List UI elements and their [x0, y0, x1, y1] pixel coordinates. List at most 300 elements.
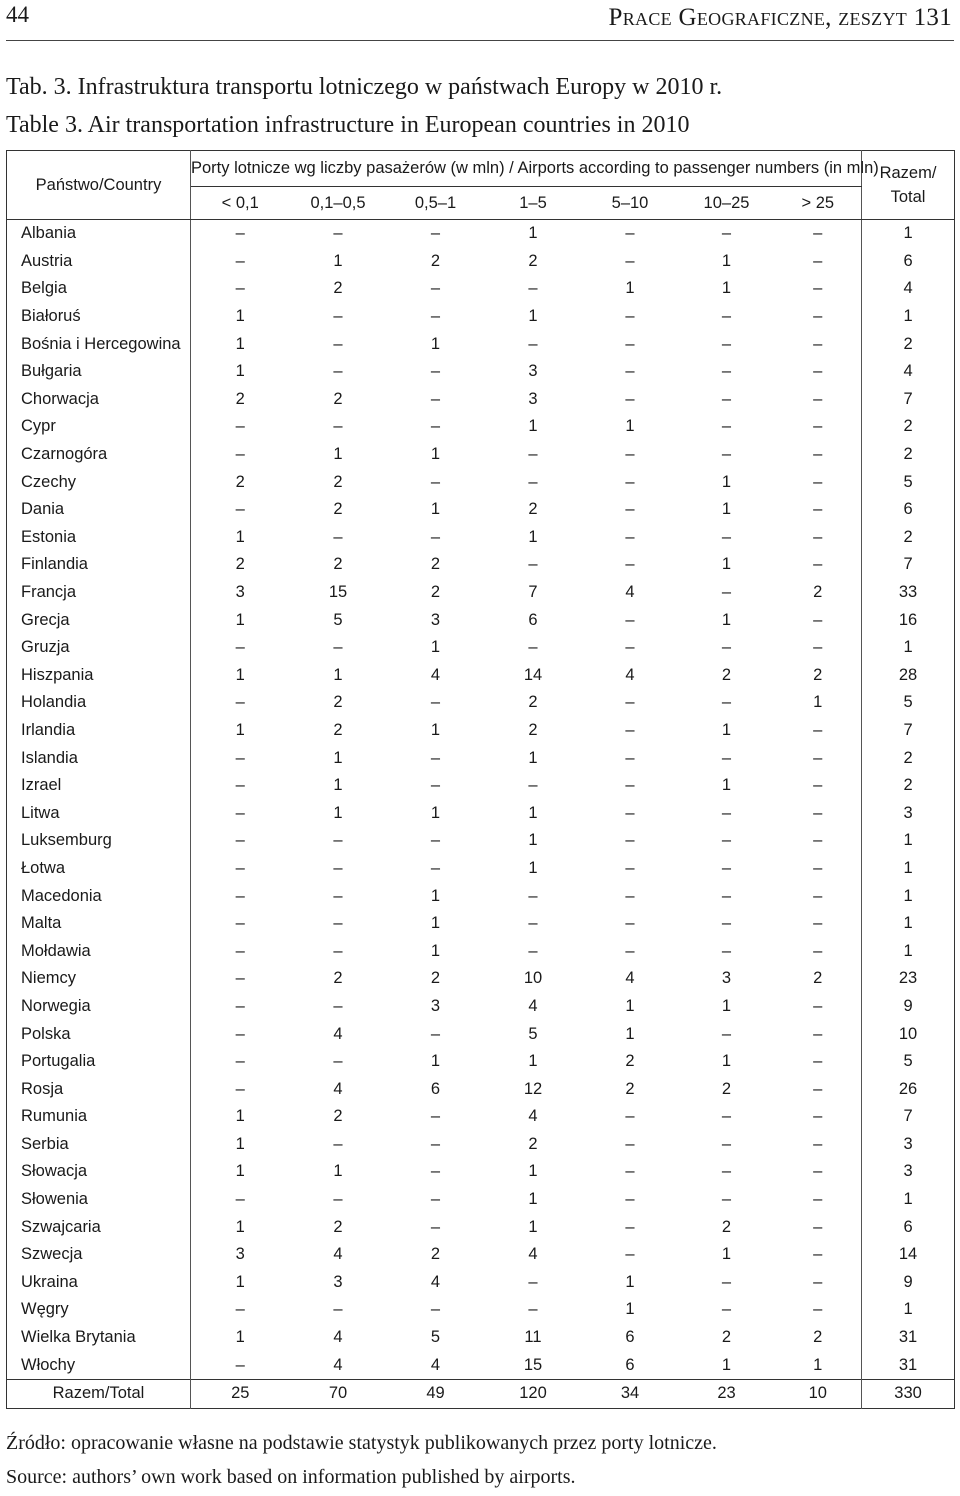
airport-count-cell: 1 [721, 1245, 732, 1264]
airport-count-cell: – [813, 858, 823, 877]
airport-count-cell: – [813, 279, 823, 298]
source-note-polish: Źródło: opracowanie własne na podstawie statystyk publikowanych przez porty lotnicze. [6, 1432, 717, 1454]
table-row [7, 993, 955, 1021]
country-total-cell: 1 [862, 220, 955, 248]
airport-count-cell: 4 [625, 665, 635, 684]
airport-count-cell: 1 [333, 251, 343, 270]
country-total-cell: 2 [862, 744, 955, 772]
airport-count-cell: 4 [430, 1355, 441, 1374]
airport-count-cell: – [813, 1052, 823, 1071]
airport-count-cell: – [430, 472, 441, 491]
airport-count-cell: – [430, 389, 441, 408]
country-total-cell: 5 [862, 689, 955, 717]
airport-count-cell: 3 [333, 1272, 343, 1291]
country-total-cell: 2 [862, 524, 955, 552]
airport-count-cell: – [235, 1300, 245, 1319]
passenger-range-header: 1–5 [485, 187, 582, 220]
table-row [7, 275, 955, 303]
table-row [7, 965, 955, 993]
airport-count-cell: 2 [333, 555, 343, 574]
airport-count-cell: – [721, 831, 732, 850]
airport-count-cell: – [333, 886, 343, 905]
country-name: Luksemburg [7, 827, 191, 855]
airport-count-cell: 2 [235, 389, 245, 408]
total-cell: 34 [582, 1379, 679, 1408]
airport-count-cell: 2 [528, 720, 538, 739]
airport-count-cell: – [430, 858, 441, 877]
airport-count-cell: 1 [235, 527, 245, 546]
airport-count-cell: – [625, 334, 635, 353]
country-name: Słowacja [7, 1158, 191, 1186]
total-cell: 70 [290, 1379, 387, 1408]
country-name: Irlandia [7, 717, 191, 745]
airport-count-cell: 1 [721, 251, 732, 270]
airport-count-cell: – [721, 693, 732, 712]
airport-count-cell: 1 [430, 500, 441, 519]
airport-count-cell: 1 [528, 1217, 538, 1236]
table-row [7, 799, 955, 827]
country-total-cell: 7 [862, 386, 955, 414]
airport-count-cell: – [235, 914, 245, 933]
airport-count-cell: 1 [333, 1162, 343, 1181]
airport-count-cell: 4 [528, 1107, 538, 1126]
total-cell: 23 [679, 1379, 775, 1408]
airport-count-cell: 4 [625, 969, 635, 988]
country-total-cell: 4 [862, 358, 955, 386]
airport-count-cell: – [813, 1217, 823, 1236]
airport-count-cell: – [625, 224, 635, 243]
country-name: Macedonia [7, 882, 191, 910]
airport-count-cell: – [333, 1190, 343, 1209]
airport-count-cell: 1 [721, 1052, 732, 1071]
airport-count-cell: 6 [625, 1328, 635, 1347]
table-body [7, 220, 955, 1380]
airport-count-cell: 2 [813, 1328, 823, 1347]
table-row [7, 551, 955, 579]
country-total-cell: 1 [862, 855, 955, 883]
airport-count-cell: – [430, 279, 441, 298]
table-row [7, 1158, 955, 1186]
airport-count-cell: – [721, 417, 732, 436]
airport-count-cell: – [235, 500, 245, 519]
airport-count-cell: – [333, 417, 343, 436]
airport-count-cell: – [235, 251, 245, 270]
airport-count-cell: – [235, 1355, 245, 1374]
airport-count-cell: – [430, 417, 441, 436]
passenger-range-header: > 25 [775, 187, 862, 220]
airport-count-cell: – [430, 1107, 441, 1126]
airport-count-cell: 2 [235, 555, 245, 574]
airport-count-cell: – [813, 555, 823, 574]
country-name: Mołdawia [7, 937, 191, 965]
airport-count-cell: 2 [430, 969, 441, 988]
airport-count-cell: – [625, 858, 635, 877]
airport-count-cell: – [333, 224, 343, 243]
country-name: Finlandia [7, 551, 191, 579]
airport-count-cell: – [333, 334, 343, 353]
table-row [7, 524, 955, 552]
airport-count-cell: – [625, 1107, 635, 1126]
airport-count-cell: – [625, 748, 635, 767]
table-row [7, 1075, 955, 1103]
country-name: Bośnia i Hercegowina [7, 330, 191, 358]
airport-count-cell: – [528, 638, 538, 657]
airport-count-cell: 2 [333, 693, 343, 712]
airport-count-cell: 4 [625, 583, 635, 602]
airport-count-cell: – [721, 389, 732, 408]
country-name: Islandia [7, 744, 191, 772]
airport-count-cell: – [430, 527, 441, 546]
country-name: Litwa [7, 799, 191, 827]
airport-count-cell: – [528, 334, 538, 353]
country-name: Holandia [7, 689, 191, 717]
airport-count-cell: – [333, 941, 343, 960]
country-name: Łotwa [7, 855, 191, 883]
country-name: Wielka Brytania [7, 1324, 191, 1352]
airport-count-cell: – [625, 693, 635, 712]
airport-count-cell: – [528, 886, 538, 905]
airport-count-cell: 1 [528, 1190, 538, 1209]
airport-count-cell: – [721, 1107, 732, 1126]
airport-count-cell: – [235, 1079, 245, 1098]
airport-count-cell: – [625, 720, 635, 739]
airport-count-cell: – [721, 307, 732, 326]
airport-count-cell: – [813, 638, 823, 657]
country-total-cell: 5 [862, 1048, 955, 1076]
table-row [7, 1241, 955, 1269]
passenger-range-header: 0,5–1 [387, 187, 485, 220]
airport-count-cell: 2 [528, 693, 538, 712]
table-caption-polish: Tab. 3. Infrastruktura transportu lotniczego w państwach Europy w 2010 r. [6, 74, 723, 100]
airport-count-cell: 2 [430, 251, 441, 270]
airport-count-cell: 2 [813, 665, 823, 684]
table-row [7, 937, 955, 965]
airport-count-cell: – [625, 886, 635, 905]
airport-count-cell: – [625, 307, 635, 326]
airport-count-cell: 4 [333, 1024, 343, 1043]
airport-count-cell: – [333, 831, 343, 850]
airport-count-cell: 2 [625, 1079, 635, 1098]
airport-count-cell: 1 [333, 776, 343, 795]
table-row [7, 496, 955, 524]
airport-count-cell: – [235, 224, 245, 243]
airport-count-cell: 3 [235, 1245, 245, 1264]
airport-count-cell: – [430, 1190, 441, 1209]
airport-count-cell: – [721, 638, 732, 657]
airport-count-cell: 1 [235, 1272, 245, 1291]
table-row [7, 358, 955, 386]
airport-count-cell: – [235, 831, 245, 850]
airport-count-cell: 4 [528, 996, 538, 1015]
airport-count-cell: 2 [333, 472, 343, 491]
airport-count-cell: 1 [625, 996, 635, 1015]
airport-count-cell: – [625, 941, 635, 960]
table-row [7, 882, 955, 910]
airport-count-cell: – [813, 224, 823, 243]
country-name: Portugalia [7, 1048, 191, 1076]
airport-count-cell: 2 [430, 583, 441, 602]
airport-count-cell: 1 [721, 996, 732, 1015]
airport-count-cell: – [721, 858, 732, 877]
airport-count-cell: – [813, 748, 823, 767]
airport-infrastructure-table [6, 150, 955, 1409]
airport-count-cell: – [333, 914, 343, 933]
table-row [7, 413, 955, 441]
table-caption-english: Table 3. Air transportation infrastructure in European countries in 2010 [6, 112, 690, 138]
airport-count-cell: – [430, 224, 441, 243]
airport-count-cell: 1 [430, 941, 441, 960]
airport-count-cell: 2 [333, 1217, 343, 1236]
airport-count-cell: 1 [430, 445, 441, 464]
total-row-label: Razem/Total [7, 1379, 191, 1408]
country-total-cell: 2 [862, 330, 955, 358]
country-name: Rosja [7, 1075, 191, 1103]
airport-count-cell: – [625, 831, 635, 850]
airport-count-cell: – [721, 941, 732, 960]
total-cell: 10 [775, 1379, 862, 1408]
airport-count-cell: – [813, 500, 823, 519]
country-name: Chorwacja [7, 386, 191, 414]
airport-count-cell: 1 [721, 472, 732, 491]
airport-count-cell: – [528, 1300, 538, 1319]
airport-count-cell: – [625, 1134, 635, 1153]
airport-count-cell: – [813, 362, 823, 381]
airport-count-cell: – [625, 251, 635, 270]
airport-count-cell: 2 [235, 472, 245, 491]
airport-count-cell: 1 [235, 665, 245, 684]
airport-count-cell: – [813, 307, 823, 326]
country-total-cell: 16 [862, 606, 955, 634]
country-total-cell: 3 [862, 799, 955, 827]
airport-count-cell: – [333, 307, 343, 326]
page-number: 44 [6, 2, 29, 27]
airport-count-cell: 1 [721, 720, 732, 739]
airport-count-cell: 1 [333, 665, 343, 684]
airport-count-cell: – [430, 693, 441, 712]
country-total-cell: 2 [862, 441, 955, 469]
airport-count-cell: 4 [333, 1328, 343, 1347]
airport-count-cell: – [721, 1134, 732, 1153]
country-total-cell: 26 [862, 1075, 955, 1103]
country-name: Izrael [7, 772, 191, 800]
airport-count-cell: – [813, 914, 823, 933]
country-name: Ukraina [7, 1269, 191, 1297]
country-total-cell: 1 [862, 303, 955, 331]
airport-count-cell: 1 [813, 693, 823, 712]
airport-count-cell: 1 [235, 1134, 245, 1153]
airport-count-cell: 1 [528, 831, 538, 850]
country-name: Austria [7, 248, 191, 276]
airport-count-cell: 1 [528, 803, 538, 822]
airport-count-cell: 2 [333, 279, 343, 298]
country-total-cell: 28 [862, 662, 955, 690]
airport-count-cell: 1 [235, 1107, 245, 1126]
airport-count-cell: – [813, 996, 823, 1015]
airport-count-cell: 4 [333, 1079, 343, 1098]
airport-count-cell: – [430, 1134, 441, 1153]
airport-count-cell: 7 [528, 583, 538, 602]
country-total-cell: 10 [862, 1020, 955, 1048]
airport-count-cell: 1 [430, 1052, 441, 1071]
airport-count-cell: 1 [721, 610, 732, 629]
airport-count-cell: – [813, 1190, 823, 1209]
country-name: Cypr [7, 413, 191, 441]
airport-count-cell: 3 [430, 996, 441, 1015]
airport-count-cell: 1 [333, 748, 343, 767]
country-total-cell: 7 [862, 1103, 955, 1131]
airport-count-cell: – [235, 1024, 245, 1043]
country-name: Węgry [7, 1296, 191, 1324]
airport-count-cell: – [235, 886, 245, 905]
airport-count-cell: – [813, 886, 823, 905]
airport-count-cell: – [625, 610, 635, 629]
table-row [7, 1324, 955, 1352]
country-name: Hiszpania [7, 662, 191, 690]
table-row [7, 744, 955, 772]
airport-count-cell: – [528, 472, 538, 491]
table-row [7, 220, 955, 248]
airport-count-cell: 6 [528, 610, 538, 629]
airport-count-cell: – [333, 1052, 343, 1071]
source-note-english: Source: authors’ own work based on information published by airports. [6, 1466, 576, 1488]
table-row [7, 662, 955, 690]
airport-count-cell: – [528, 279, 538, 298]
country-total-cell: 1 [862, 827, 955, 855]
passenger-range-header: 0,1–0,5 [290, 187, 387, 220]
airport-count-cell: – [721, 803, 732, 822]
airport-count-cell: – [721, 1162, 732, 1181]
airport-count-cell: – [813, 251, 823, 270]
country-name: Dania [7, 496, 191, 524]
airport-count-cell: 1 [721, 1355, 732, 1374]
airport-count-cell: – [813, 1024, 823, 1043]
header-rule [6, 40, 954, 41]
airport-count-cell: 1 [625, 279, 635, 298]
airport-count-cell: – [333, 638, 343, 657]
country-total-cell: 3 [862, 1131, 955, 1159]
airport-count-cell: 2 [721, 665, 732, 684]
country-name: Albania [7, 220, 191, 248]
passenger-range-header: 5–10 [582, 187, 679, 220]
airport-count-cell: – [813, 610, 823, 629]
airport-count-cell: – [528, 941, 538, 960]
airport-count-cell: 2 [813, 969, 823, 988]
airport-count-cell: – [721, 1024, 732, 1043]
country-total-cell: 2 [862, 772, 955, 800]
airport-count-cell: 1 [625, 1272, 635, 1291]
airport-count-cell: – [430, 831, 441, 850]
airport-count-cell: – [625, 803, 635, 822]
airport-count-cell: 1 [528, 527, 538, 546]
airport-count-cell: – [625, 638, 635, 657]
airport-count-cell: – [625, 914, 635, 933]
airport-count-cell: – [813, 720, 823, 739]
airport-count-cell: – [333, 858, 343, 877]
airport-count-cell: – [721, 362, 732, 381]
airport-count-cell: 4 [430, 1272, 441, 1291]
table-row [7, 1351, 955, 1379]
country-name: Polska [7, 1020, 191, 1048]
airport-count-cell: – [721, 445, 732, 464]
airport-count-cell: – [235, 1190, 245, 1209]
airport-count-cell: 1 [235, 1328, 245, 1347]
airport-count-cell: – [235, 996, 245, 1015]
country-total-cell: 1 [862, 1186, 955, 1214]
country-name: Malta [7, 910, 191, 938]
airport-count-cell: 3 [235, 583, 245, 602]
airport-count-cell: 3 [528, 362, 538, 381]
table-row [7, 606, 955, 634]
airport-count-cell: – [333, 362, 343, 381]
table-row [7, 910, 955, 938]
airport-count-cell: – [813, 1134, 823, 1153]
country-total-cell: 1 [862, 910, 955, 938]
airport-count-cell: – [625, 1162, 635, 1181]
airport-count-cell: 1 [430, 914, 441, 933]
airport-count-cell: 12 [523, 1079, 543, 1098]
country-name: Szwecja [7, 1241, 191, 1269]
airport-count-cell: – [813, 776, 823, 795]
airport-count-cell: – [625, 389, 635, 408]
airport-count-cell: 3 [721, 969, 732, 988]
country-total-cell: 5 [862, 468, 955, 496]
airport-count-cell: 1 [235, 334, 245, 353]
airport-count-cell: 1 [625, 1024, 635, 1043]
table-row [7, 248, 955, 276]
airport-count-cell: – [333, 996, 343, 1015]
airport-count-cell: 1 [721, 776, 732, 795]
airport-count-cell: 2 [430, 1245, 441, 1264]
table-row [7, 1103, 955, 1131]
airport-count-cell: – [721, 1272, 732, 1291]
airport-count-cell: – [528, 914, 538, 933]
country-name: Belgia [7, 275, 191, 303]
airport-count-cell: – [430, 1024, 441, 1043]
airport-count-cell: – [625, 555, 635, 574]
airport-count-cell: 1 [721, 500, 732, 519]
airport-count-cell: – [528, 1272, 538, 1291]
airport-count-cell: – [721, 334, 732, 353]
airport-count-cell: 1 [235, 610, 245, 629]
airport-count-cell: – [813, 389, 823, 408]
airport-count-cell: – [235, 776, 245, 795]
table-row [7, 1131, 955, 1159]
table-row [7, 468, 955, 496]
table-row [7, 303, 955, 331]
airport-count-cell: – [528, 776, 538, 795]
airport-count-cell: – [430, 362, 441, 381]
airport-count-cell: 1 [235, 362, 245, 381]
airport-count-cell: – [235, 858, 245, 877]
country-total-cell: 3 [862, 1158, 955, 1186]
airport-count-cell: 2 [430, 555, 441, 574]
table-row [7, 441, 955, 469]
country-name: Rumunia [7, 1103, 191, 1131]
country-total-cell: 23 [862, 965, 955, 993]
airport-count-cell: 1 [430, 638, 441, 657]
airport-count-cell: 2 [528, 1134, 538, 1153]
airport-count-cell: – [813, 1107, 823, 1126]
airport-count-cell: 2 [333, 389, 343, 408]
airport-count-cell: – [430, 776, 441, 795]
country-name: Włochy [7, 1351, 191, 1379]
table-row [7, 855, 955, 883]
airport-count-cell: – [528, 555, 538, 574]
country-name: Estonia [7, 524, 191, 552]
airport-count-cell: 2 [721, 1328, 732, 1347]
airport-count-cell: – [235, 969, 245, 988]
airport-count-cell: 1 [235, 307, 245, 326]
